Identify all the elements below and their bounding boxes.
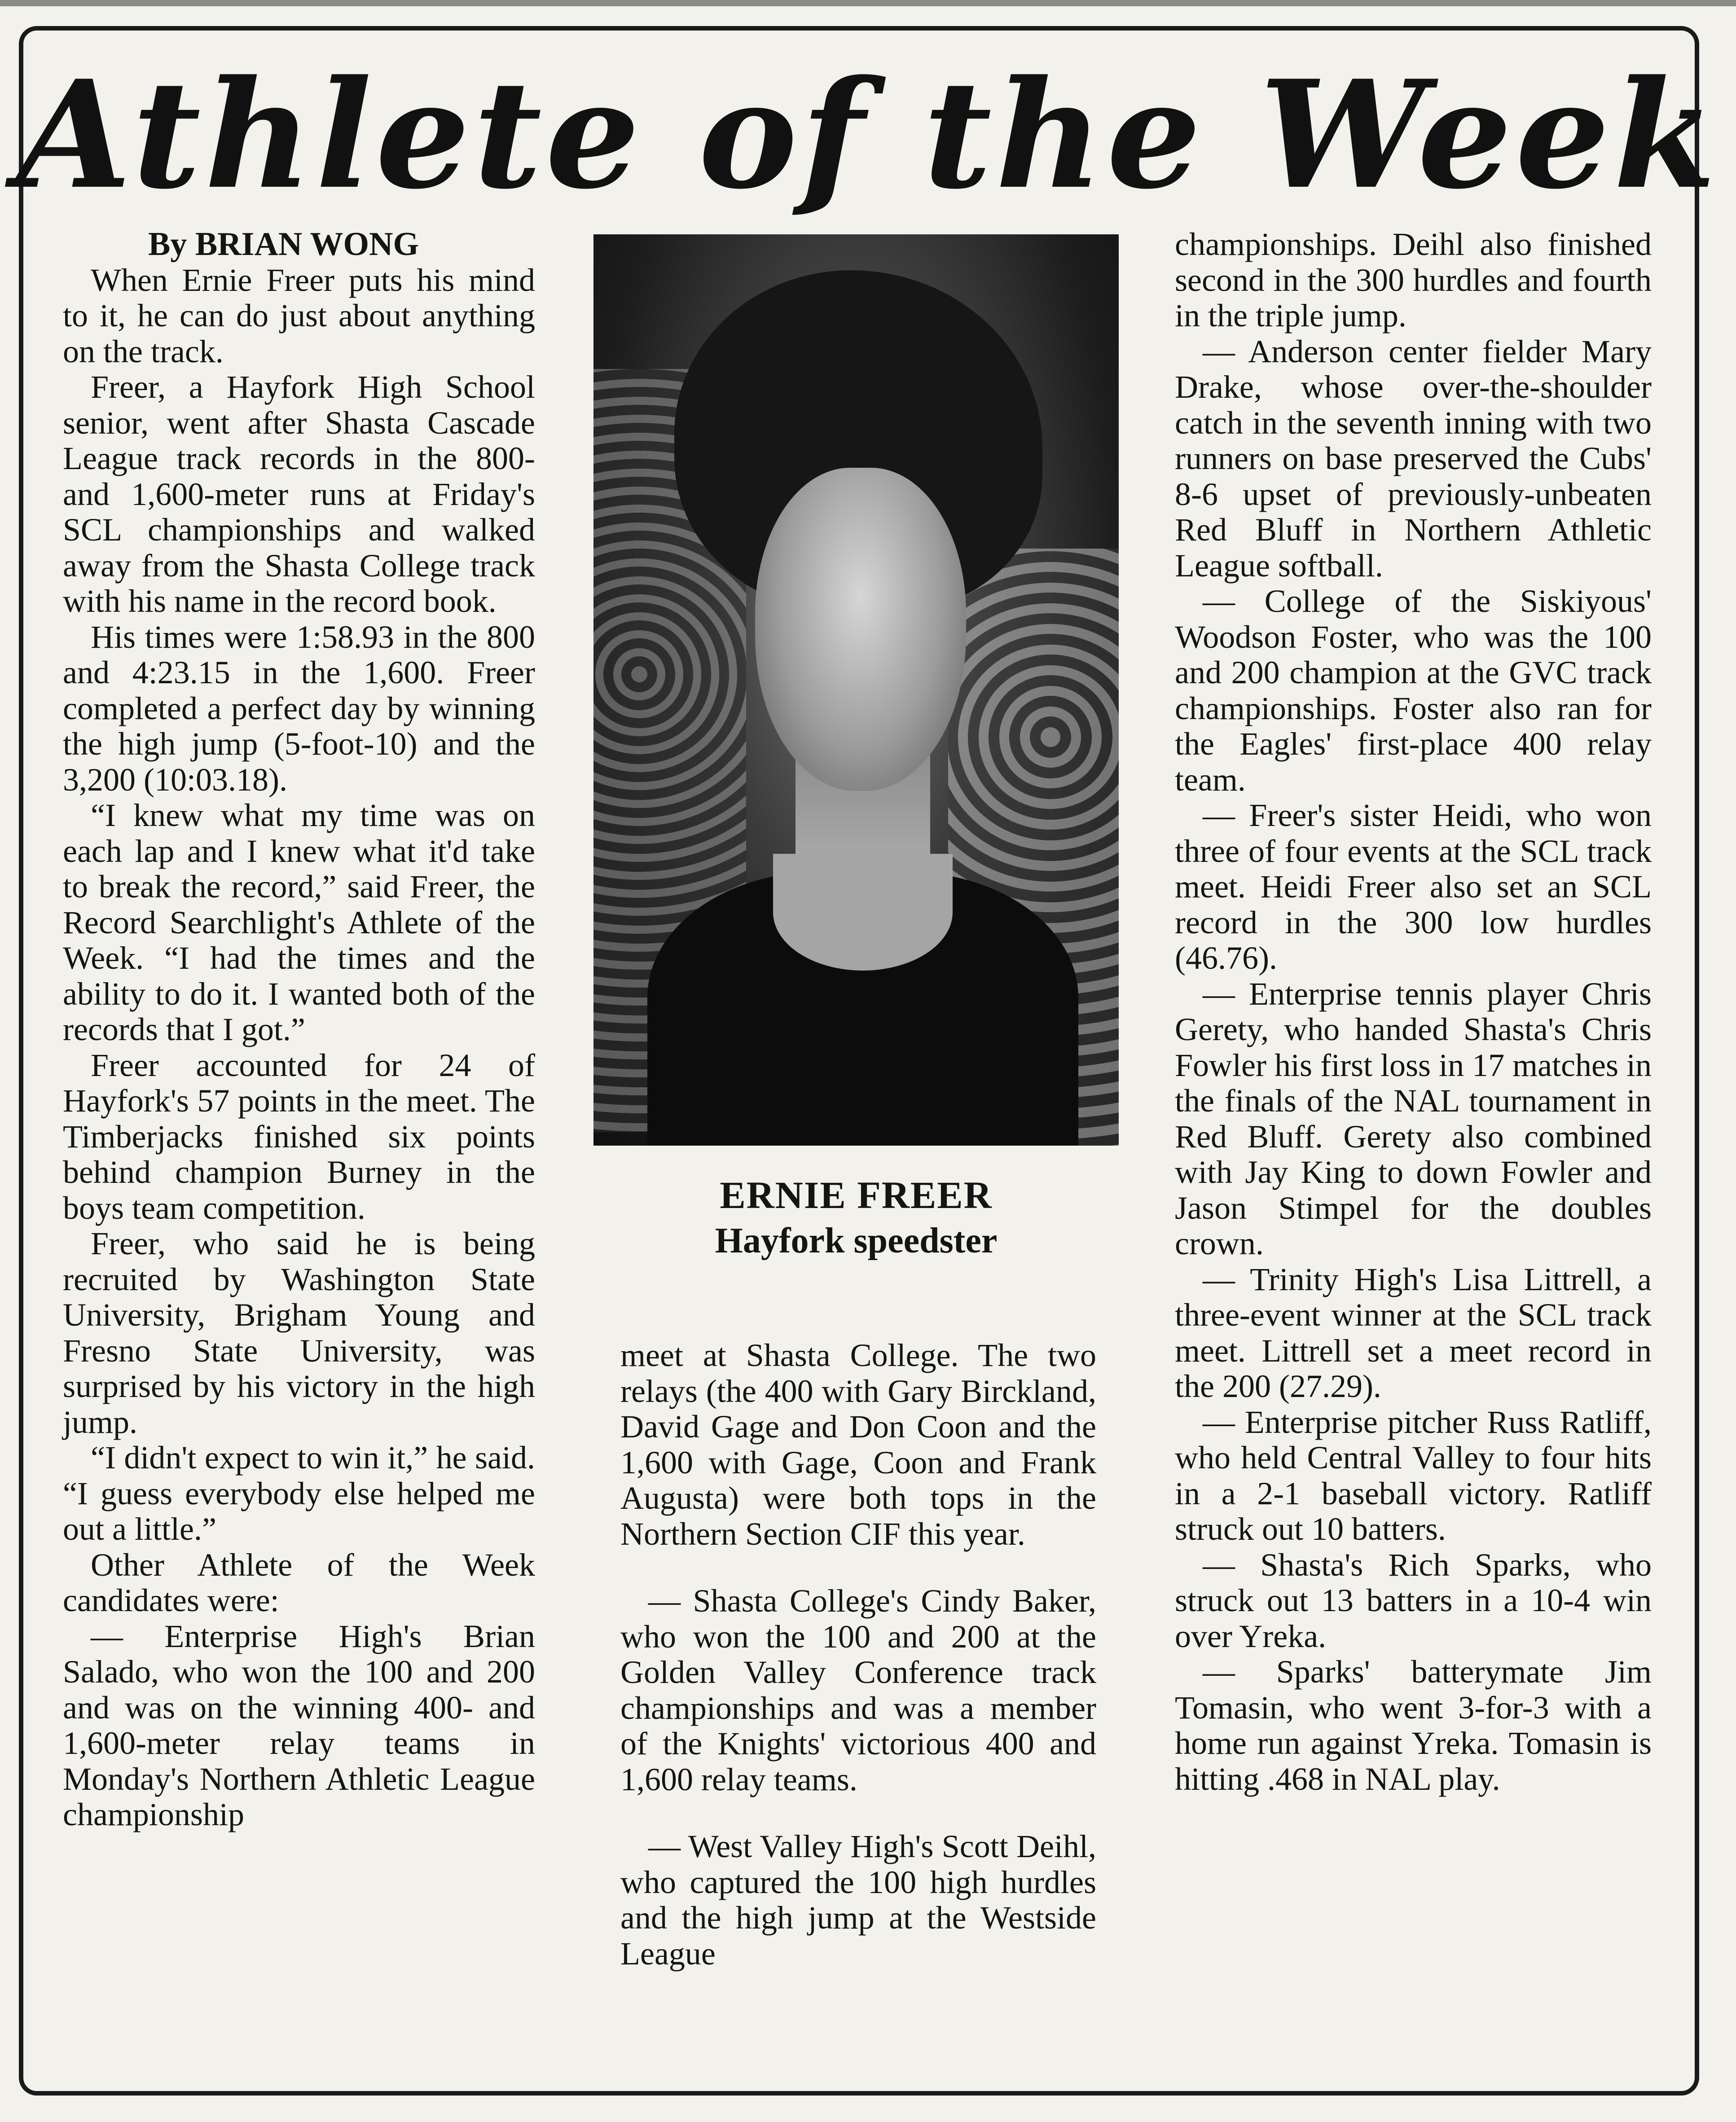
- paragraph: — Shasta's Rich Sparks, who struck out 13 batters in a 10-4 win over Yreka.: [1175, 1546, 1652, 1654]
- photo-face: [755, 468, 966, 791]
- photo-chest: [773, 854, 953, 971]
- paragraph: meet at Shasta College. The two relays (the 400 with Gary Birckland, David Gage and Don Coon and the 1,600 with Gage, Coon and Frank Augusta) were both tops in the Northern Section CIF this year.: [620, 1337, 1096, 1552]
- caption-name: ERNIE FREER: [720, 1173, 993, 1217]
- photo-caption: [593, 1172, 1119, 1263]
- paragraph: — Enterprise pitcher Russ Ratliff, who held Central Valley to four hits in a 2-1 baseball victory. Ratliff struck out 10 batters.: [1175, 1404, 1652, 1547]
- paragraph: When Ernie Freer puts his mind to it, he can do just about anything on the track.: [63, 262, 535, 369]
- column-1: [63, 227, 535, 1833]
- byline: By BRIAN WONG: [148, 226, 419, 263]
- paragraph: Freer, who said he is being recruited by Washington State University, Brigham Young and Fresno State University, was surprised by his victory in the high jump.: [63, 1226, 535, 1440]
- paragraph: His times were 1:58.93 in the 800 and 4:23.15 in the 1,600. Freer completed a perfect day by winning the high jump (5-foot-10) and the 3,200 (10:03.18).: [63, 619, 535, 798]
- paragraph: “I didn't expect to win it,” he said. “I guess everybody else helped me out a little.”: [63, 1440, 535, 1547]
- paragraph: — Enterprise High's Brian Salado, who won the 100 and 200 and was on the winning 400- and 1,600-meter relay teams in Monday's Northern Athletic League championship: [63, 1618, 535, 1832]
- paragraph: — West Valley High's Scott Deihl, who captured the 100 high hurdles and the high jump at the Westside League: [620, 1828, 1096, 1972]
- paragraph: — Trinity High's Lisa Littrell, a three-event winner at the SCL track meet. Littrell set a meet record in the 200 (27.29).: [1175, 1261, 1652, 1404]
- athlete-photo: [593, 234, 1119, 1146]
- paragraph: Other Athlete of the Week candidates were:: [63, 1546, 535, 1618]
- paragraph: — Sparks' batterymate Jim Tomasin, who went 3-for-3 with a home run against Yreka. Tomasin is hitting .468 in NAL play.: [1175, 1654, 1652, 1797]
- top-rule: [0, 0, 1736, 6]
- paragraph: — Shasta College's Cindy Baker, who won the 100 and 200 at the Golden Valley Conference track championships and was a member of the Knights' victorious 400 and 1,600 relay teams.: [620, 1583, 1096, 1797]
- paragraph: — Anderson center fielder Mary Drake, whose over-the-shoulder catch in the seventh inning with two runners on base preserved the Cubs' 8-6 upset of previously-unbeaten Red Bluff in Northern Athletic League softball.: [1175, 333, 1652, 584]
- paragraph: championships. Deihl also finished second in the 300 hurdles and fourth in the triple jump.: [1175, 226, 1652, 334]
- paragraph: — Freer's sister Heidi, who won three of four events at the SCL track meet. Heidi Freer also set an SCL record in the 300 low hurdles (46.76).: [1175, 797, 1652, 976]
- paragraph: — Enterprise tennis player Chris Gerety, who handed Shasta's Chris Fowler his first loss in 17 matches in the finals of the NAL tournament in Red Bluff. Gerety also combined with Jay King to down Fowler and Jason Stimpel for the doubles crown.: [1175, 975, 1652, 1261]
- paragraph: “I knew what my time was on each lap and I knew what it'd take to break the record,” said Freer, the Record Searchlight's Athlete of the Week. “I had the times and the ability to do it. I wanted both of the records that I got.”: [63, 797, 535, 1047]
- paragraph: Freer accounted for 24 of Hayfork's 57 points in the meet. The Timberjacks finished six points behind champion Burney in the boys team competition.: [63, 1047, 535, 1226]
- column-3: [1175, 227, 1652, 1797]
- paragraph: — College of the Siskiyous' Woodson Foster, who was the 100 and 200 champion at the GVC track championships. Foster also ran for the Eagles' first-place 400 relay team.: [1175, 583, 1652, 798]
- caption-subtitle: Hayfork speedster: [715, 1221, 998, 1261]
- paragraph: Freer, a Hayfork High School senior, went after Shasta Cascade League track records in the 800- and 1,600-meter runs at Friday's SCL championships and walked away from the Shasta College track with his name in the record book.: [63, 369, 535, 619]
- column-2: [620, 1338, 1096, 2003]
- headline: Athlete of the Week: [16, 48, 1720, 222]
